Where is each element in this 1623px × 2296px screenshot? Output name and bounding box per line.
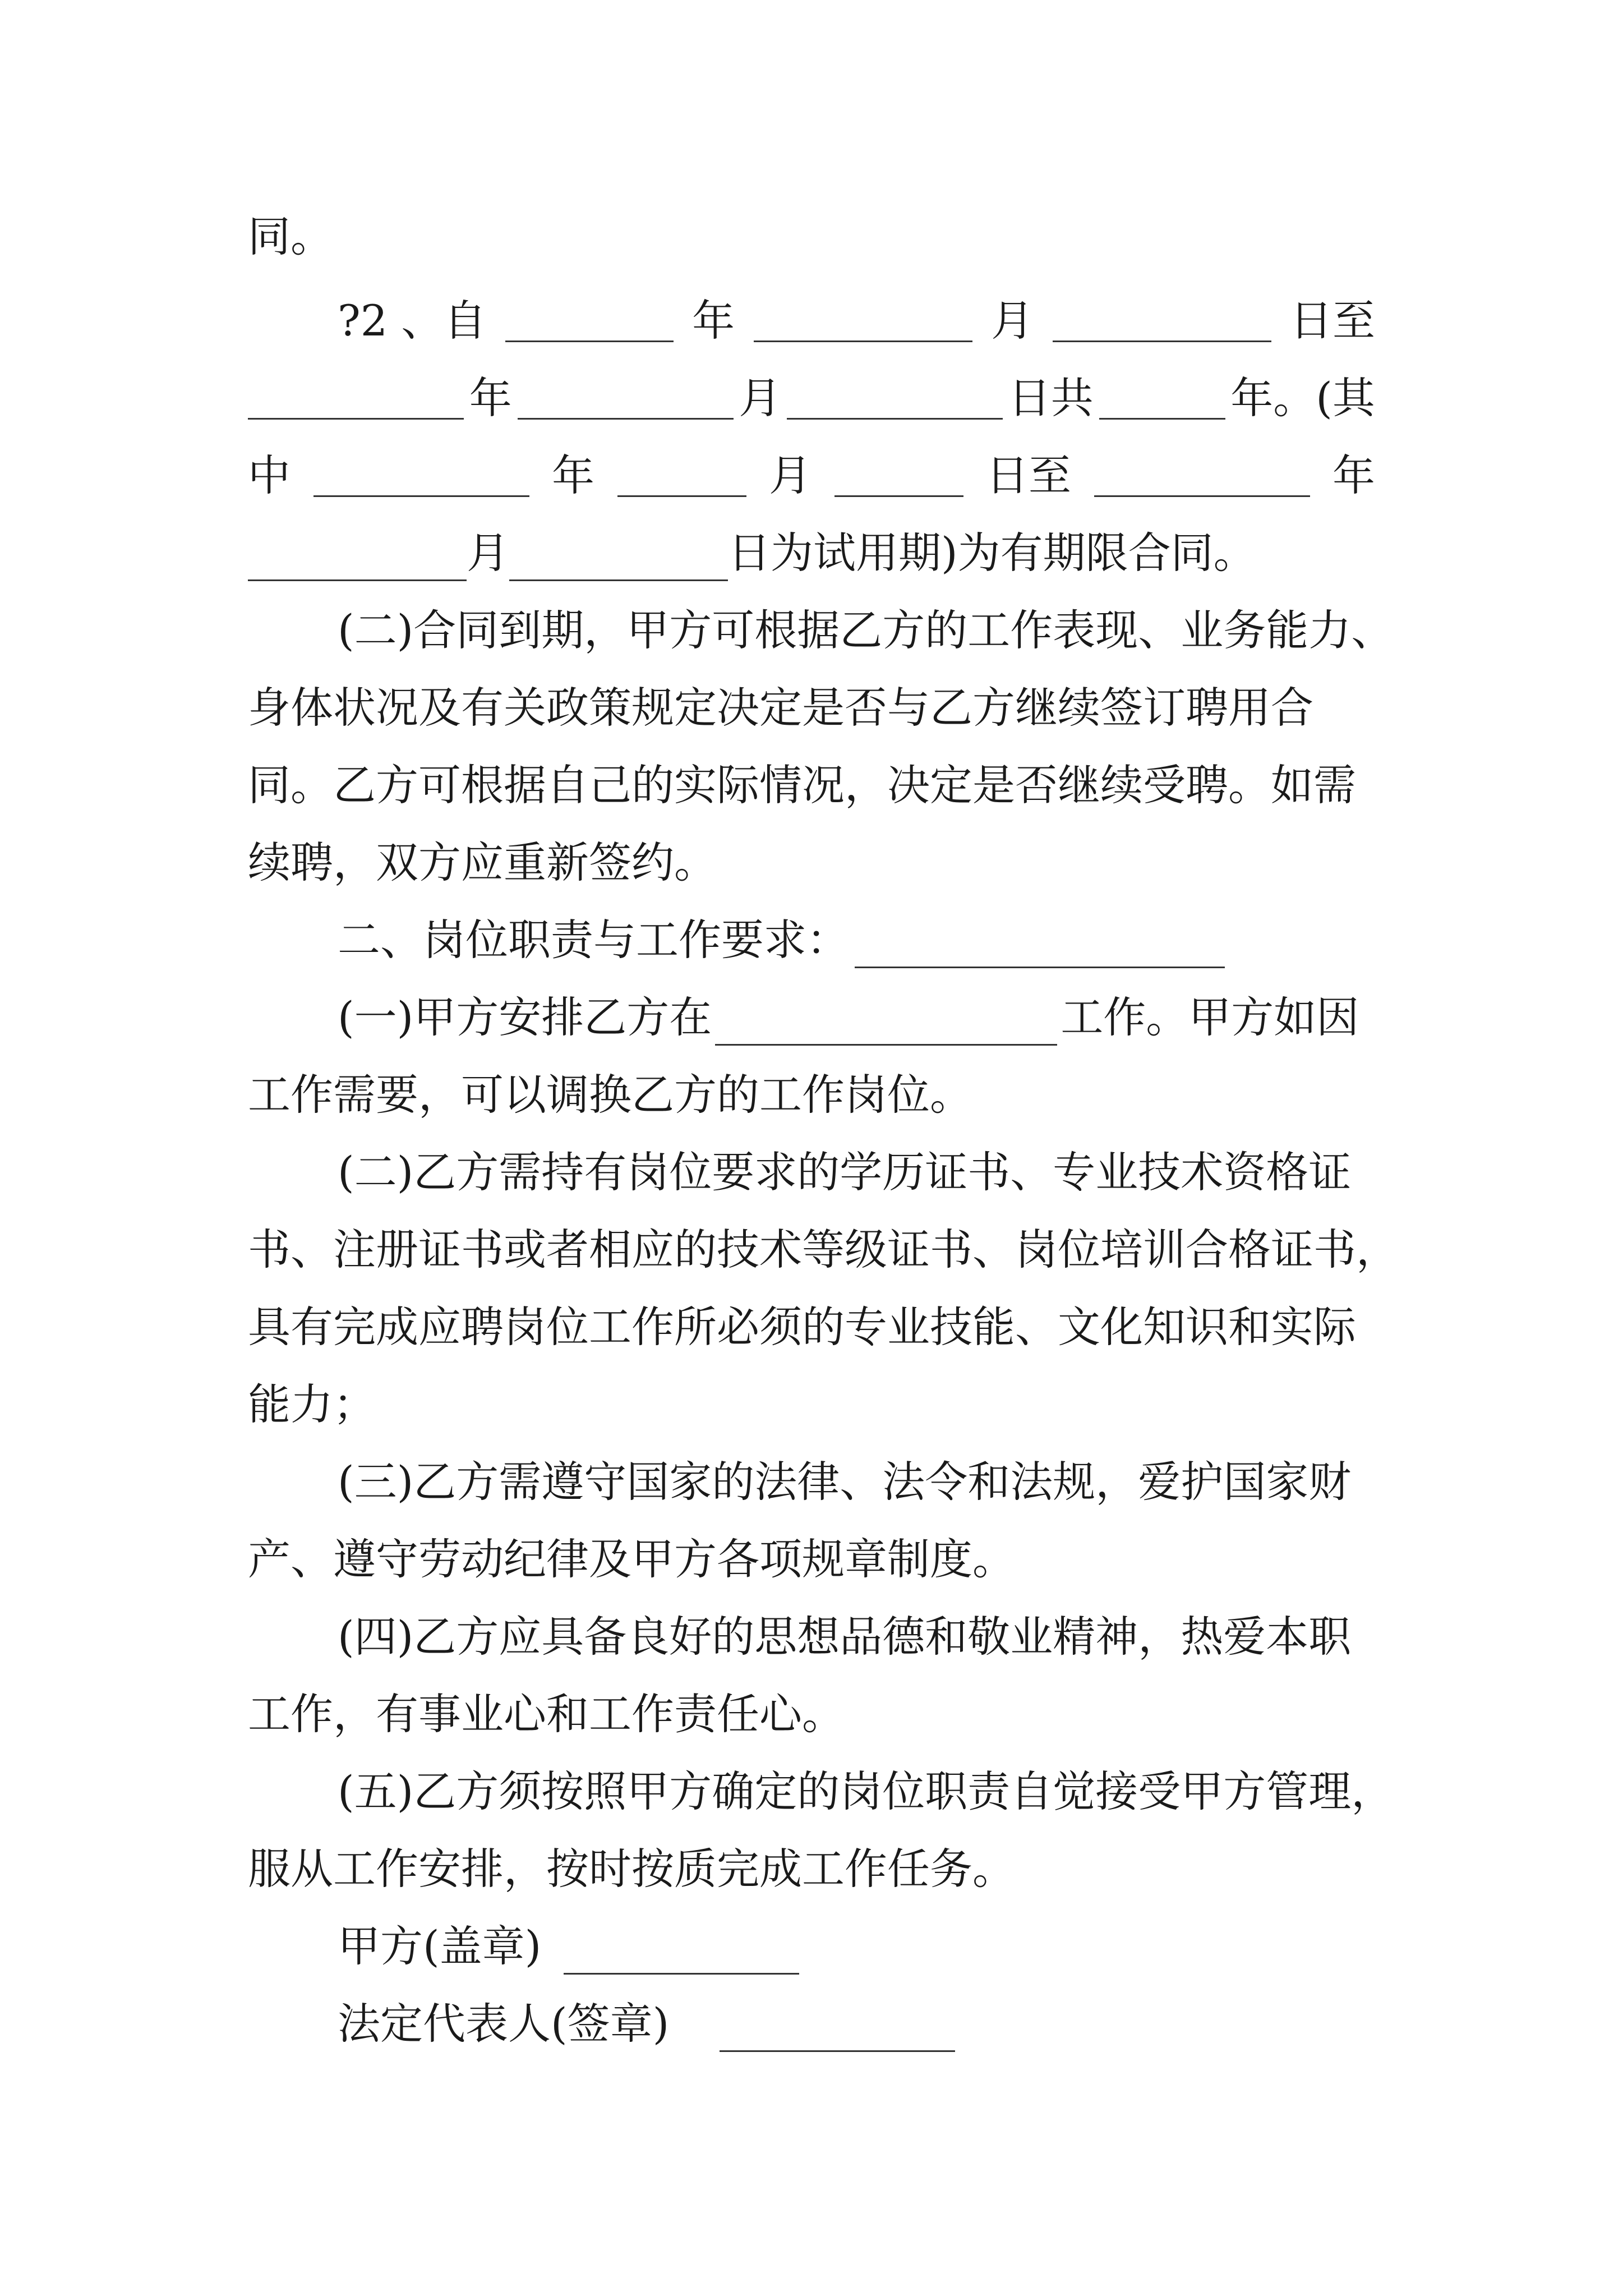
paragraph-line: 工作，有事业心和工作责任心。 bbox=[248, 1689, 845, 1739]
year-label: 年 bbox=[552, 450, 594, 500]
day-to-label: 日至 bbox=[1289, 296, 1375, 346]
total-years-blank[interactable] bbox=[1099, 378, 1225, 420]
post-after: 工作。甲方如因 bbox=[1061, 992, 1359, 1042]
month-label: 月 bbox=[467, 528, 509, 578]
paragraph-line: (三)乙方需遵守国家的法律、法令和法规，爱护国家财 bbox=[338, 1457, 1352, 1507]
probation-period-line-2 bbox=[248, 525, 1375, 581]
paragraph-line: (二)合同到期，甲方可根据乙方的工作表现、业务能力、 bbox=[338, 605, 1394, 655]
paragraph-line: 书、注册证书或者相应的技术等级证书、岗位培训合格证书， bbox=[248, 1225, 1399, 1274]
probation-period-line bbox=[248, 448, 1375, 504]
paragraph-line: 具有完成应聘岗位工作所必须的专业技能、文化知识和实际 bbox=[248, 1302, 1356, 1352]
year-label: 年 bbox=[692, 296, 735, 346]
start-month-blank[interactable] bbox=[754, 300, 972, 342]
total-label: 日共 bbox=[1008, 373, 1094, 423]
paragraph-line: 产、遵守劳动纪律及甲方各项规章制度。 bbox=[248, 1534, 1015, 1584]
post-before: (一)甲方安排乙方在 bbox=[338, 992, 712, 1042]
section-title: 二、岗位职责与工作要求： bbox=[338, 915, 849, 965]
contract-period-line-2 bbox=[248, 370, 1375, 426]
section-title-blank[interactable] bbox=[855, 926, 1225, 968]
month-label: 月 bbox=[991, 296, 1034, 346]
probation-start-day-blank[interactable] bbox=[834, 455, 963, 497]
party-a-label: 甲方(盖章) bbox=[338, 1921, 542, 1971]
text-line bbox=[248, 209, 1375, 265]
paragraph-line: (二)乙方需持有岗位要求的学历证书、专业技术资格证 bbox=[338, 1147, 1352, 1197]
end-month-blank[interactable] bbox=[518, 378, 734, 420]
post-blank[interactable] bbox=[715, 1004, 1057, 1046]
signature-line bbox=[338, 1918, 1375, 1975]
paragraph-line: 同。乙方可根据自己的实际情况，决定是否继续受聘。如需 bbox=[248, 760, 1356, 810]
legal-rep-sign-blank[interactable] bbox=[720, 2010, 955, 2052]
paragraph-line bbox=[338, 990, 1375, 1046]
party-a-seal-blank[interactable] bbox=[564, 1932, 799, 1975]
paragraph-line: 续聘，双方应重新签约。 bbox=[248, 838, 717, 887]
paragraph-line: 能力； bbox=[248, 1379, 376, 1429]
signature-line bbox=[338, 1996, 1375, 2052]
paragraph-line: 身体状况及有关政策规定决定是否与乙方继续签订聘用合 bbox=[248, 683, 1313, 733]
end-year-blank[interactable] bbox=[248, 378, 464, 420]
paragraph-line: 工作需要，可以调换乙方的工作岗位。 bbox=[248, 1070, 972, 1120]
start-year-blank[interactable] bbox=[505, 300, 674, 342]
month-label: 月 bbox=[769, 450, 811, 500]
probation-end-day-blank[interactable] bbox=[509, 539, 728, 581]
start-day-blank[interactable] bbox=[1053, 300, 1271, 342]
paragraph-line: 服从工作安排，按时按质完成工作任务。 bbox=[248, 1844, 1015, 1894]
end-day-blank[interactable] bbox=[787, 378, 1003, 420]
year-label: 年 bbox=[1332, 450, 1375, 500]
paragraph-line: (四)乙方应具备良好的思想品德和敬业精神，热爱本职 bbox=[338, 1612, 1352, 1662]
paragraph-line: (五)乙方须按照甲方确定的岗位职责自觉接受甲方管理， bbox=[338, 1766, 1394, 1816]
legal-rep-label: 法定代表人(签章) bbox=[338, 1999, 670, 2049]
day-to-label: 日至 bbox=[986, 450, 1071, 500]
probation-start-year-blank[interactable] bbox=[313, 455, 529, 497]
year-label: 年 bbox=[469, 373, 512, 423]
period-prefix: ?2 、自 bbox=[338, 296, 487, 346]
probation-start-month-blank[interactable] bbox=[617, 455, 746, 497]
contract-period-line bbox=[338, 293, 1375, 349]
section-heading bbox=[338, 912, 1375, 968]
probation-tail: 日为试用期)为有期限合同。 bbox=[728, 528, 1256, 578]
zhong-label: 中 bbox=[248, 450, 291, 500]
probation-end-year-blank[interactable] bbox=[1094, 455, 1310, 497]
probation-end-month-blank[interactable] bbox=[248, 539, 467, 581]
month-label: 月 bbox=[739, 373, 782, 423]
text-fragment: 同。 bbox=[248, 211, 333, 261]
years-trail-label: 年。(其 bbox=[1230, 373, 1375, 423]
